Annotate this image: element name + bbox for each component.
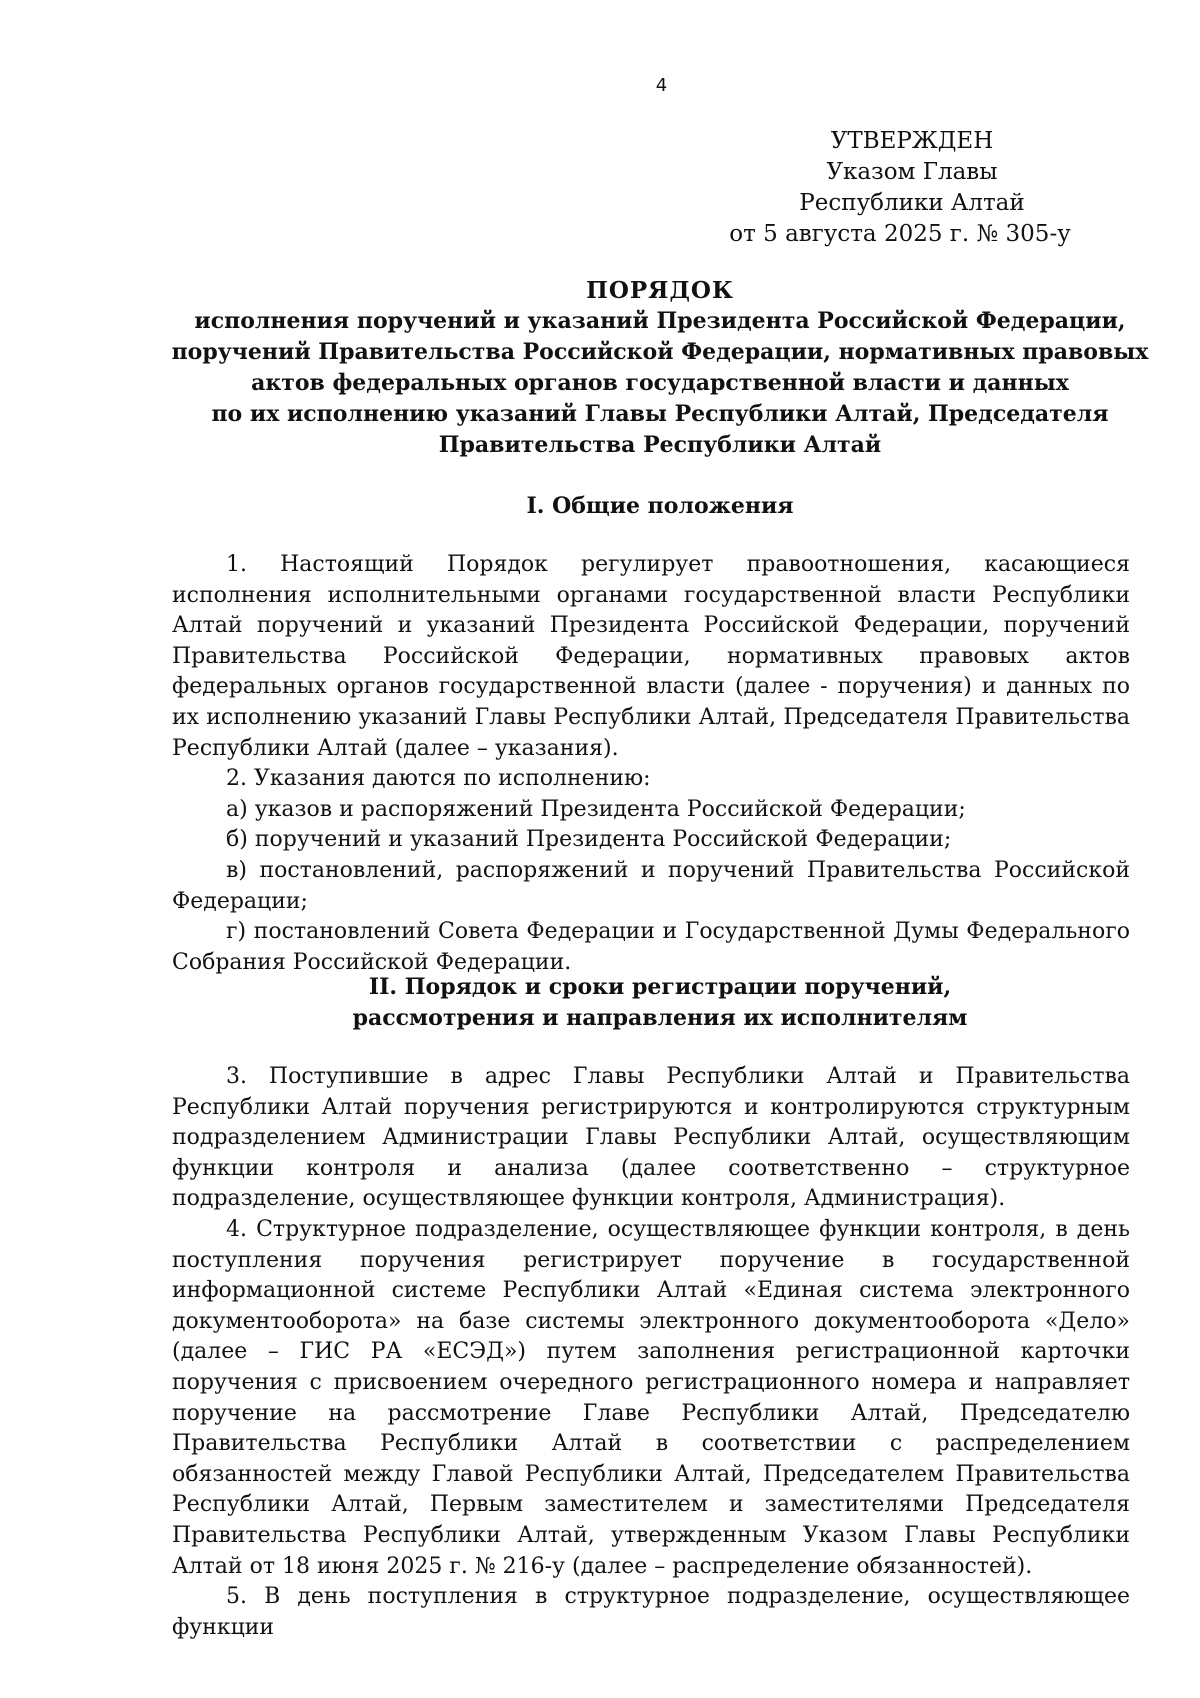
approval-line: УТВЕРЖДЕН <box>830 128 994 154</box>
document-title-line: поручений Правительства Российской Федерации, нормативных правовых <box>171 339 1149 365</box>
paragraph: г) постановлений Совета Федерации и Государственной Думы Федерального Собрания Российской Федерации. <box>172 919 1130 975</box>
document-title-main: ПОРЯДОК <box>586 277 734 304</box>
paragraph: а) указов и распоряжений Президента Российской Федерации; <box>226 796 966 822</box>
approval-line: Указом Главы <box>826 159 998 185</box>
section-heading-line: I. Общие положения <box>526 493 794 519</box>
section-heading-line: рассмотрения и направления их исполнителям <box>352 1005 968 1031</box>
approval-stamp <box>720 126 1080 250</box>
section-heading <box>160 972 1160 1034</box>
paragraph: 3. Поступившие в адрес Главы Республики Алтай и Правительства Республики Алтай поручения регистрируются и контролируются структурным подразделением Администрации Главы Республики Алтай, осуществляющим функции контроля и анализа (далее соответственно – структурное подразделение, осуществляющее функции контроля, Администрация). <box>172 1064 1130 1212</box>
paragraph: 2. Указания даются по исполнению: <box>226 766 651 792</box>
paragraph: 1. Настоящий Порядок регулирует правоотношения, касающиеся исполнения исполнительными органами государственной власти Республики Алтай поручений и указаний Президента Российской Федерации, поручений Правительства Российской Федерации, нормативных правовых актов федеральных органов государственной власти (далее - поручения) и данных по их исполнению указаний Главы Республики Алтай, Председателя Правительства Республики Алтай (далее – указания). <box>172 552 1130 761</box>
section-heading-line: II. Порядок и сроки регистрации поручений, <box>368 974 952 1000</box>
document-title-line: Правительства Республики Алтай <box>438 432 882 458</box>
section-1-body <box>172 550 1130 978</box>
document-title-line: исполнения поручений и указаний Президента Российской Федерации, <box>194 308 1126 334</box>
section-heading <box>160 491 1160 522</box>
paragraph: 4. Структурное подразделение, осуществляющее функции контроля, в день поступления поручения регистрирует поручение в государственной информационной системе Республики Алтай «Единая система электронного документооборота» на базе системы электронного документооборота «Дело» (далее – ГИС РА «ЕСЭД») путем заполнения регистрационной карточки поручения с присвоением очередного регистрационного номера и направляет поручение на рассмотрение Главе Республики Алтай, Председателю Правительства Республики Алтай в соответствии с распределением обязанностей между Главой Республики Алтай, Председателем Правительства Республики Алтай, Первым заместителем и заместителями Председателя Правительства Республики Алтай, утвержденным Указом Главы Республики Алтай от 18 июня 2025 г. № 216-у (далее – распределение обязанностей). <box>172 1216 1130 1579</box>
document-title <box>160 275 1160 461</box>
approval-line: от 5 августа 2025 г. № 305-у <box>729 221 1071 247</box>
document-title-line: по их исполнению указаний Главы Республики Алтай, Председателя <box>211 401 1109 427</box>
section-2-body <box>172 1062 1130 1643</box>
paragraph: 5. В день поступления в структурное подразделение, осуществляющее функции <box>172 1584 1130 1640</box>
approval-line: Республики Алтай <box>799 190 1025 216</box>
paragraph: в) постановлений, распоряжений и поручений Правительства Российской Федерации; <box>172 857 1130 914</box>
document-title-line: актов федеральных органов государственной власти и данных <box>251 370 1069 396</box>
page-number: 4 <box>655 75 668 96</box>
paragraph: б) поручений и указаний Президента Российской Федерации; <box>226 827 952 853</box>
